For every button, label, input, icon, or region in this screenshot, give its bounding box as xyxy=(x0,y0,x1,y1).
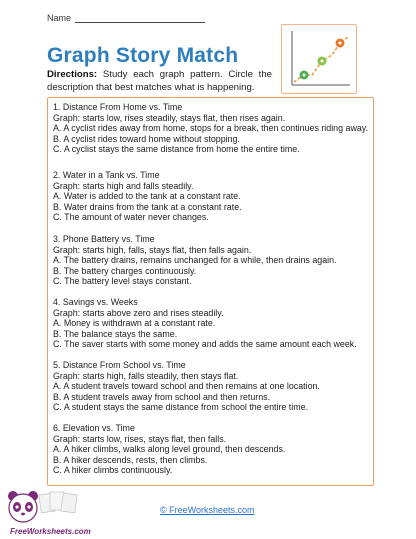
question-3 xyxy=(53,234,371,287)
question-heading: 4. Savings vs. Weeks xyxy=(53,297,138,307)
option-c[interactable]: C. The amount of water never changes. xyxy=(53,212,209,223)
option-c[interactable]: C. A cyclist stays the same distance from home the entire time. xyxy=(53,144,300,155)
option-b[interactable]: B. The balance stays the same. xyxy=(53,328,178,339)
question-4 xyxy=(53,297,371,350)
question-heading: 2. Water in a Tank vs. Time xyxy=(53,170,160,180)
copyright-link[interactable]: © FreeWorksheets.com xyxy=(160,505,255,515)
question-5 xyxy=(53,360,371,413)
option-a[interactable]: A. The battery drains, remains unchanged for a while, then drains again. xyxy=(53,255,337,266)
directions-text: Study each graph pattern. Circle the description that best matches what is happening. xyxy=(47,69,273,93)
option-a[interactable]: A. Money is withdrawn at a constant rate. xyxy=(53,318,216,329)
graph-description: Graph: starts high, falls, stays flat, then falls again. xyxy=(53,244,252,255)
question-heading: 1. Distance From Home vs. Time xyxy=(53,102,183,112)
question-1 xyxy=(53,102,371,155)
question-heading: 6. Elevation vs. Time xyxy=(53,423,135,433)
graph-description: Graph: starts high, falls steadily, then stays flat. xyxy=(53,370,239,381)
name-field-row xyxy=(47,13,205,23)
option-a[interactable]: A. A student travels toward school and then remains at one location. xyxy=(53,381,320,392)
option-b[interactable]: B. Water drains from the tank at a constant rate. xyxy=(53,201,242,212)
option-b[interactable]: B. A cyclist rides toward home without stopping. xyxy=(53,133,240,144)
question-2 xyxy=(53,170,371,223)
graph-description: Graph: starts high and falls steadily. xyxy=(53,180,194,191)
option-c[interactable]: C. The saver starts with some money and adds the same amount each week. xyxy=(53,339,357,350)
option-a[interactable]: A. Water is added to the tank at a constant rate. xyxy=(53,191,241,202)
graph-illustration xyxy=(281,24,357,94)
name-blank-line[interactable] xyxy=(75,14,205,23)
name-label: Name xyxy=(47,13,72,23)
option-b[interactable]: B. A hiker descends, rests, then climbs. xyxy=(53,454,208,465)
worksheet-title: Graph Story Match xyxy=(47,44,239,67)
option-a[interactable]: A. A cyclist rides away from home, stops for a break, then continues riding away. xyxy=(53,123,369,134)
directions-label: Directions: xyxy=(47,69,98,80)
graph-description: Graph: starts low, rises, stays flat, then falls. xyxy=(53,433,227,444)
graph-description: Graph: starts low, rises steadily, stays flat, then rises again. xyxy=(53,112,286,123)
panda-mascot-icon xyxy=(4,488,84,528)
directions xyxy=(47,69,272,94)
question-6 xyxy=(53,423,371,476)
questions-panel xyxy=(47,97,374,486)
question-heading: 3. Phone Battery vs. Time xyxy=(53,234,155,244)
option-c[interactable]: C. A student stays the same distance from school the entire time. xyxy=(53,402,309,413)
option-b[interactable]: B. A student travels away from school and then returns. xyxy=(53,391,271,402)
option-a[interactable]: A. A hiker climbs, walks along level ground, then descends. xyxy=(53,444,286,455)
option-c[interactable]: C. A hiker climbs continuously. xyxy=(53,465,173,476)
graph-description: Graph: starts above zero and rises steadily. xyxy=(53,307,224,318)
question-heading: 5. Distance From School vs. Time xyxy=(53,360,186,370)
option-c[interactable]: C. The battery level stays constant. xyxy=(53,276,192,287)
logo-wordmark: FreeWorksheets.com xyxy=(10,527,91,536)
option-b[interactable]: B. The battery charges continuously. xyxy=(53,265,197,276)
line-graph-icon xyxy=(282,25,356,93)
